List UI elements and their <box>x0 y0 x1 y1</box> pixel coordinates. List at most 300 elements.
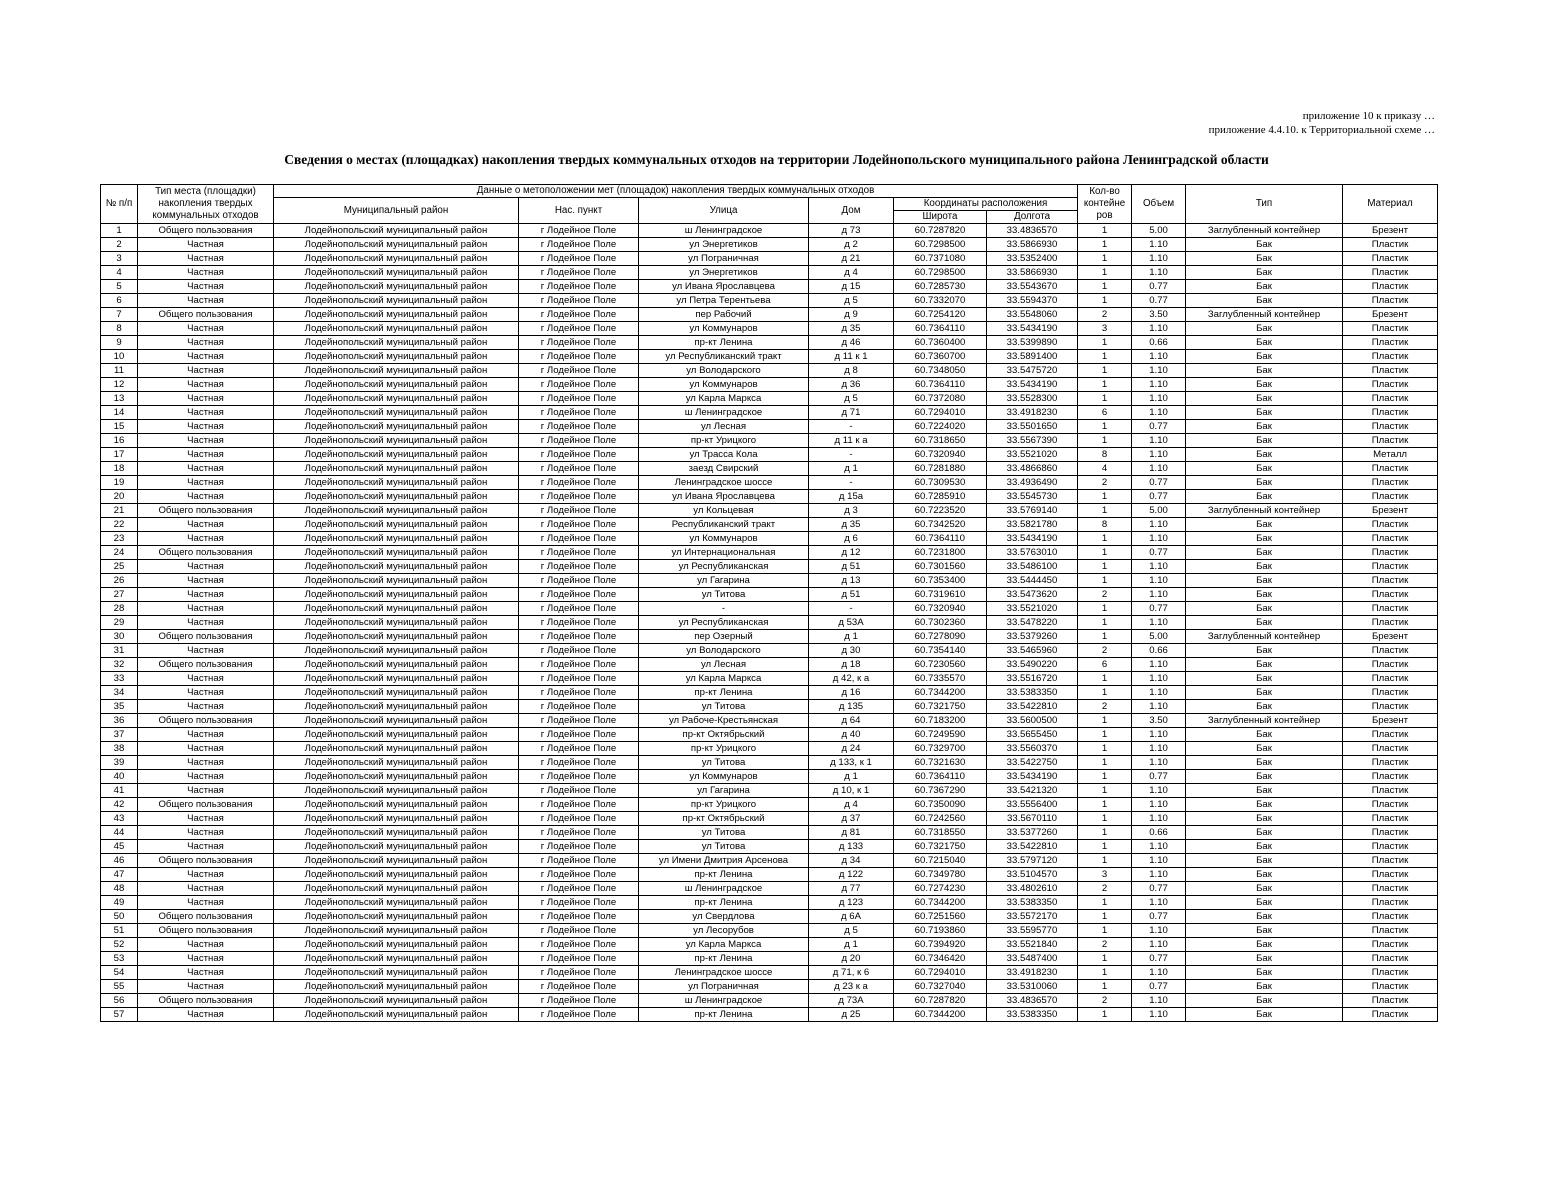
cell-lon: 33.5379260 <box>987 630 1078 644</box>
cell-count: 1 <box>1078 616 1132 630</box>
cell-num: 45 <box>101 840 138 854</box>
cell-district: Лодейнопольский муниципальный район <box>274 812 519 826</box>
cell-material: Брезент <box>1343 308 1438 322</box>
cell-district: Лодейнопольский муниципальный район <box>274 602 519 616</box>
cell-material: Пластик <box>1343 910 1438 924</box>
cell-material: Пластик <box>1343 994 1438 1008</box>
cell-house: д 25 <box>809 1008 894 1022</box>
cell-street: ул Трасса Кола <box>639 448 809 462</box>
cell-settlement: г Лодейное Поле <box>519 588 639 602</box>
table-row <box>101 952 1438 966</box>
cell-lat: 60.7360700 <box>894 350 987 364</box>
cell-house: д 1 <box>809 938 894 952</box>
cell-place-type: Общего пользования <box>138 546 274 560</box>
cell-place-type: Общего пользования <box>138 854 274 868</box>
cell-house: - <box>809 420 894 434</box>
cell-volume: 1.10 <box>1132 574 1186 588</box>
cell-volume: 0.66 <box>1132 644 1186 658</box>
cell-num: 17 <box>101 448 138 462</box>
cell-lat: 60.7321630 <box>894 756 987 770</box>
table-row <box>101 448 1438 462</box>
cell-lat: 60.7298500 <box>894 238 987 252</box>
cell-lon: 33.5490220 <box>987 658 1078 672</box>
cell-type: Бак <box>1186 574 1343 588</box>
cell-settlement: г Лодейное Поле <box>519 644 639 658</box>
cell-volume: 0.77 <box>1132 420 1186 434</box>
table-row <box>101 476 1438 490</box>
cell-settlement: г Лодейное Поле <box>519 532 639 546</box>
cell-lon: 33.5595770 <box>987 924 1078 938</box>
cell-material: Пластик <box>1343 756 1438 770</box>
cell-type: Заглубленный контейнер <box>1186 504 1343 518</box>
cell-volume: 1.10 <box>1132 350 1186 364</box>
cell-lat: 60.7254120 <box>894 308 987 322</box>
cell-house: д 73 <box>809 224 894 238</box>
cell-settlement: г Лодейное Поле <box>519 1008 639 1022</box>
cell-house: д 1 <box>809 462 894 476</box>
cell-material: Брезент <box>1343 504 1438 518</box>
cell-lon: 33.5501650 <box>987 420 1078 434</box>
table-row <box>101 434 1438 448</box>
cell-material: Пластик <box>1343 896 1438 910</box>
cell-lon: 33.5486100 <box>987 560 1078 574</box>
table-row <box>101 532 1438 546</box>
cell-street: ул Лесная <box>639 420 809 434</box>
cell-street: ул Коммунаров <box>639 532 809 546</box>
cell-volume: 1.10 <box>1132 378 1186 392</box>
cell-volume: 1.10 <box>1132 616 1186 630</box>
cell-material: Пластик <box>1343 602 1438 616</box>
cell-street: пр-кт Октябрьский <box>639 728 809 742</box>
cell-place-type: Частная <box>138 616 274 630</box>
cell-type: Бак <box>1186 756 1343 770</box>
cell-settlement: г Лодейное Поле <box>519 462 639 476</box>
table-row <box>101 406 1438 420</box>
cell-house: д 11 к а <box>809 434 894 448</box>
cell-volume: 1.10 <box>1132 686 1186 700</box>
cell-num: 52 <box>101 938 138 952</box>
table-row <box>101 560 1438 574</box>
cell-count: 1 <box>1078 980 1132 994</box>
cell-count: 1 <box>1078 952 1132 966</box>
cell-house: д 6 <box>809 532 894 546</box>
cell-count: 1 <box>1078 854 1132 868</box>
cell-street: ш Ленинградское <box>639 882 809 896</box>
cell-volume: 0.77 <box>1132 980 1186 994</box>
cell-settlement: г Лодейное Поле <box>519 238 639 252</box>
cell-volume: 1.10 <box>1132 924 1186 938</box>
cell-count: 4 <box>1078 462 1132 476</box>
cell-count: 1 <box>1078 784 1132 798</box>
table-row <box>101 420 1438 434</box>
cell-volume: 1.10 <box>1132 322 1186 336</box>
cell-volume: 1.10 <box>1132 812 1186 826</box>
col-settlement-header: Нас. пункт <box>519 198 639 224</box>
cell-house: д 40 <box>809 728 894 742</box>
cell-house: д 30 <box>809 644 894 658</box>
cell-count: 8 <box>1078 448 1132 462</box>
cell-settlement: г Лодейное Поле <box>519 476 639 490</box>
cell-lat: 60.7332070 <box>894 294 987 308</box>
cell-material: Пластик <box>1343 322 1438 336</box>
cell-volume: 0.77 <box>1132 602 1186 616</box>
cell-material: Металл <box>1343 448 1438 462</box>
cell-house: д 12 <box>809 546 894 560</box>
table-row <box>101 854 1438 868</box>
cell-settlement: г Лодейное Поле <box>519 504 639 518</box>
cell-street: пр-кт Ленина <box>639 1008 809 1022</box>
cell-house: д 46 <box>809 336 894 350</box>
cell-volume: 3.50 <box>1132 308 1186 322</box>
cell-lon: 33.5434190 <box>987 532 1078 546</box>
cell-material: Пластик <box>1343 238 1438 252</box>
cell-volume: 1.10 <box>1132 518 1186 532</box>
cell-district: Лодейнопольский муниципальный район <box>274 882 519 896</box>
cell-num: 44 <box>101 826 138 840</box>
cell-place-type: Частная <box>138 252 274 266</box>
table-row <box>101 350 1438 364</box>
cell-district: Лодейнопольский муниципальный район <box>274 658 519 672</box>
cell-lat: 60.7364110 <box>894 532 987 546</box>
cell-lat: 60.7287820 <box>894 994 987 1008</box>
cell-lon: 33.4918230 <box>987 966 1078 980</box>
cell-settlement: г Лодейное Поле <box>519 252 639 266</box>
cell-lon: 33.5543670 <box>987 280 1078 294</box>
cell-place-type: Частная <box>138 238 274 252</box>
cell-street: Ленинградское шоссе <box>639 966 809 980</box>
cell-place-type: Частная <box>138 574 274 588</box>
cell-lat: 60.7281880 <box>894 462 987 476</box>
cell-settlement: г Лодейное Поле <box>519 280 639 294</box>
cell-volume: 5.00 <box>1132 504 1186 518</box>
cell-street: ул Петра Терентьева <box>639 294 809 308</box>
col-place-type-header: Тип места (площадки) накопления твердых коммунальных отходов <box>138 185 274 224</box>
cell-type: Бак <box>1186 616 1343 630</box>
cell-lat: 60.7298500 <box>894 266 987 280</box>
cell-material: Пластик <box>1343 924 1438 938</box>
cell-type: Бак <box>1186 532 1343 546</box>
cell-num: 53 <box>101 952 138 966</box>
cell-lon: 33.5383350 <box>987 686 1078 700</box>
cell-num: 26 <box>101 574 138 588</box>
cell-district: Лодейнопольский муниципальный район <box>274 448 519 462</box>
cell-house: д 51 <box>809 588 894 602</box>
cell-settlement: г Лодейное Поле <box>519 686 639 700</box>
cell-material: Пластик <box>1343 350 1438 364</box>
cell-house: д 2 <box>809 238 894 252</box>
header-note-order: приложение 10 к приказу … <box>1302 110 1435 122</box>
cell-house: д 16 <box>809 686 894 700</box>
cell-street: пр-кт Ленина <box>639 336 809 350</box>
cell-num: 55 <box>101 980 138 994</box>
cell-house: д 35 <box>809 322 894 336</box>
cell-place-type: Частная <box>138 336 274 350</box>
cell-material: Пластик <box>1343 742 1438 756</box>
cell-district: Лодейнопольский муниципальный район <box>274 742 519 756</box>
cell-volume: 1.10 <box>1132 238 1186 252</box>
cell-settlement: г Лодейное Поле <box>519 350 639 364</box>
cell-count: 2 <box>1078 476 1132 490</box>
cell-count: 1 <box>1078 364 1132 378</box>
cell-lon: 33.5521020 <box>987 602 1078 616</box>
cell-material: Пластик <box>1343 784 1438 798</box>
table-row <box>101 280 1438 294</box>
cell-material: Пластик <box>1343 826 1438 840</box>
cell-lat: 60.7367290 <box>894 784 987 798</box>
cell-type: Бак <box>1186 938 1343 952</box>
cell-lat: 60.7231800 <box>894 546 987 560</box>
cell-district: Лодейнопольский муниципальный район <box>274 714 519 728</box>
cell-material: Пластик <box>1343 252 1438 266</box>
cell-count: 1 <box>1078 574 1132 588</box>
cell-material: Пластик <box>1343 966 1438 980</box>
cell-house: д 4 <box>809 266 894 280</box>
cell-house: д 3 <box>809 504 894 518</box>
cell-volume: 1.10 <box>1132 966 1186 980</box>
cell-material: Пластик <box>1343 840 1438 854</box>
cell-volume: 0.66 <box>1132 826 1186 840</box>
cell-street: - <box>639 602 809 616</box>
cell-num: 41 <box>101 784 138 798</box>
cell-settlement: г Лодейное Поле <box>519 798 639 812</box>
cell-count: 1 <box>1078 294 1132 308</box>
table-row <box>101 490 1438 504</box>
cell-district: Лодейнопольский муниципальный район <box>274 798 519 812</box>
table-row <box>101 966 1438 980</box>
cell-material: Пластик <box>1343 378 1438 392</box>
cell-street: пр-кт Октябрьский <box>639 812 809 826</box>
cell-material: Пластик <box>1343 616 1438 630</box>
cell-place-type: Общего пользования <box>138 714 274 728</box>
table-row <box>101 518 1438 532</box>
cell-settlement: г Лодейное Поле <box>519 266 639 280</box>
cell-type: Бак <box>1186 462 1343 476</box>
cell-num: 25 <box>101 560 138 574</box>
cell-street: ул Гагарина <box>639 574 809 588</box>
cell-lat: 60.7349780 <box>894 868 987 882</box>
cell-settlement: г Лодейное Поле <box>519 560 639 574</box>
cell-volume: 0.66 <box>1132 336 1186 350</box>
cell-count: 1 <box>1078 826 1132 840</box>
cell-street: ул Карла Маркса <box>639 392 809 406</box>
cell-type: Бак <box>1186 252 1343 266</box>
cell-street: ул Титова <box>639 700 809 714</box>
cell-material: Пластик <box>1343 868 1438 882</box>
cell-settlement: г Лодейное Поле <box>519 672 639 686</box>
cell-volume: 1.10 <box>1132 434 1186 448</box>
cell-lat: 60.7350090 <box>894 798 987 812</box>
cell-lon: 33.5421320 <box>987 784 1078 798</box>
table-row <box>101 714 1438 728</box>
cell-type: Бак <box>1186 980 1343 994</box>
cell-count: 1 <box>1078 1008 1132 1022</box>
cell-street: ул Карла Маркса <box>639 672 809 686</box>
cell-type: Бак <box>1186 896 1343 910</box>
cell-lon: 33.5383350 <box>987 896 1078 910</box>
cell-settlement: г Лодейное Поле <box>519 574 639 588</box>
cell-street: ул Свердлова <box>639 910 809 924</box>
cell-type: Бак <box>1186 490 1343 504</box>
cell-type: Бак <box>1186 294 1343 308</box>
cell-volume: 1.10 <box>1132 896 1186 910</box>
cell-num: 7 <box>101 308 138 322</box>
cell-street: ул Коммунаров <box>639 770 809 784</box>
cell-num: 13 <box>101 392 138 406</box>
table-row <box>101 504 1438 518</box>
cell-lat: 60.7371080 <box>894 252 987 266</box>
cell-num: 4 <box>101 266 138 280</box>
cell-place-type: Частная <box>138 644 274 658</box>
cell-lon: 33.5434190 <box>987 322 1078 336</box>
cell-district: Лодейнопольский муниципальный район <box>274 322 519 336</box>
cell-district: Лодейнопольский муниципальный район <box>274 938 519 952</box>
cell-house: д 135 <box>809 700 894 714</box>
cell-district: Лодейнопольский муниципальный район <box>274 700 519 714</box>
cell-volume: 1.10 <box>1132 448 1186 462</box>
cell-place-type: Общего пользования <box>138 630 274 644</box>
cell-material: Пластик <box>1343 294 1438 308</box>
cell-lon: 33.4936490 <box>987 476 1078 490</box>
cell-district: Лодейнопольский муниципальный район <box>274 686 519 700</box>
cell-district: Лодейнопольский муниципальный район <box>274 770 519 784</box>
cell-street: ш Ленинградское <box>639 406 809 420</box>
cell-num: 9 <box>101 336 138 350</box>
cell-place-type: Частная <box>138 420 274 434</box>
cell-lon: 33.5655450 <box>987 728 1078 742</box>
table-row <box>101 756 1438 770</box>
cell-district: Лодейнопольский муниципальный район <box>274 406 519 420</box>
table-row <box>101 322 1438 336</box>
table-row <box>101 784 1438 798</box>
cell-count: 1 <box>1078 966 1132 980</box>
cell-district: Лодейнопольский муниципальный район <box>274 462 519 476</box>
cell-district: Лодейнопольский муниципальный район <box>274 910 519 924</box>
cell-count: 1 <box>1078 378 1132 392</box>
cell-settlement: г Лодейное Поле <box>519 714 639 728</box>
cell-count: 1 <box>1078 392 1132 406</box>
cell-place-type: Частная <box>138 882 274 896</box>
cell-num: 16 <box>101 434 138 448</box>
cell-type: Бак <box>1186 364 1343 378</box>
cell-street: ул Энергетиков <box>639 238 809 252</box>
cell-num: 37 <box>101 728 138 742</box>
col-lon-header: Долгота <box>987 211 1078 224</box>
cell-count: 1 <box>1078 602 1132 616</box>
table-row <box>101 462 1438 476</box>
cell-place-type: Частная <box>138 378 274 392</box>
cell-volume: 0.77 <box>1132 882 1186 896</box>
table-row <box>101 882 1438 896</box>
table-row <box>101 658 1438 672</box>
cell-lon: 33.5670110 <box>987 812 1078 826</box>
cell-num: 27 <box>101 588 138 602</box>
cell-volume: 1.10 <box>1132 742 1186 756</box>
cell-street: ул Кольцевая <box>639 504 809 518</box>
cell-material: Пластик <box>1343 952 1438 966</box>
cell-type: Бак <box>1186 392 1343 406</box>
cell-district: Лодейнопольский муниципальный район <box>274 294 519 308</box>
cell-house: д 20 <box>809 952 894 966</box>
cell-material: Пластик <box>1343 672 1438 686</box>
cell-lat: 60.7285730 <box>894 280 987 294</box>
cell-street: ул Коммунаров <box>639 378 809 392</box>
table-row <box>101 770 1438 784</box>
cell-district: Лодейнопольский муниципальный район <box>274 966 519 980</box>
cell-lon: 33.5556400 <box>987 798 1078 812</box>
cell-settlement: г Лодейное Поле <box>519 546 639 560</box>
cell-count: 1 <box>1078 840 1132 854</box>
cell-settlement: г Лодейное Поле <box>519 364 639 378</box>
cell-place-type: Частная <box>138 826 274 840</box>
table-row <box>101 574 1438 588</box>
cell-settlement: г Лодейное Поле <box>519 938 639 952</box>
cell-type: Бак <box>1186 784 1343 798</box>
cell-lon: 33.5560370 <box>987 742 1078 756</box>
cell-material: Пластик <box>1343 476 1438 490</box>
table-row <box>101 588 1438 602</box>
cell-house: д 37 <box>809 812 894 826</box>
cell-count: 2 <box>1078 882 1132 896</box>
cell-place-type: Частная <box>138 364 274 378</box>
cell-count: 2 <box>1078 644 1132 658</box>
table-row <box>101 938 1438 952</box>
cell-volume: 0.77 <box>1132 770 1186 784</box>
cell-settlement: г Лодейное Поле <box>519 700 639 714</box>
cell-district: Лодейнопольский муниципальный район <box>274 224 519 238</box>
col-lat-header: Широта <box>894 211 987 224</box>
cell-type: Бак <box>1186 658 1343 672</box>
cell-district: Лодейнопольский муниципальный район <box>274 854 519 868</box>
cell-lat: 60.7301560 <box>894 560 987 574</box>
header-note-scheme: приложение 4.4.10. к Территориальной схеме … <box>1208 124 1435 136</box>
cell-type: Бак <box>1186 434 1343 448</box>
cell-street: пр-кт Ленина <box>639 896 809 910</box>
cell-material: Пластик <box>1343 392 1438 406</box>
cell-material: Пластик <box>1343 588 1438 602</box>
cell-num: 40 <box>101 770 138 784</box>
cell-place-type: Частная <box>138 448 274 462</box>
cell-street: пр-кт Урицкого <box>639 742 809 756</box>
cell-house: д 23 к а <box>809 980 894 994</box>
cell-material: Пластик <box>1343 518 1438 532</box>
cell-street: ш Ленинградское <box>639 224 809 238</box>
cell-type: Бак <box>1186 798 1343 812</box>
col-volume-header: Объем <box>1132 185 1186 224</box>
cell-type: Бак <box>1186 742 1343 756</box>
cell-district: Лодейнопольский муниципальный район <box>274 280 519 294</box>
cell-num: 23 <box>101 532 138 546</box>
cell-settlement: г Лодейное Поле <box>519 770 639 784</box>
cell-street: ш Ленинградское <box>639 994 809 1008</box>
cell-lon: 33.5434190 <box>987 378 1078 392</box>
cell-place-type: Частная <box>138 518 274 532</box>
cell-count: 1 <box>1078 336 1132 350</box>
cell-count: 8 <box>1078 518 1132 532</box>
cell-place-type: Общего пользования <box>138 924 274 938</box>
cell-volume: 1.10 <box>1132 252 1186 266</box>
cell-street: ул Карла Маркса <box>639 938 809 952</box>
cell-place-type: Частная <box>138 588 274 602</box>
cell-type: Бак <box>1186 420 1343 434</box>
cell-district: Лодейнопольский муниципальный район <box>274 994 519 1008</box>
table-row <box>101 294 1438 308</box>
cell-lat: 60.7348050 <box>894 364 987 378</box>
cell-material: Пластик <box>1343 644 1438 658</box>
cell-volume: 1.10 <box>1132 266 1186 280</box>
cell-lat: 60.7372080 <box>894 392 987 406</box>
cell-volume: 5.00 <box>1132 630 1186 644</box>
table-row <box>101 896 1438 910</box>
